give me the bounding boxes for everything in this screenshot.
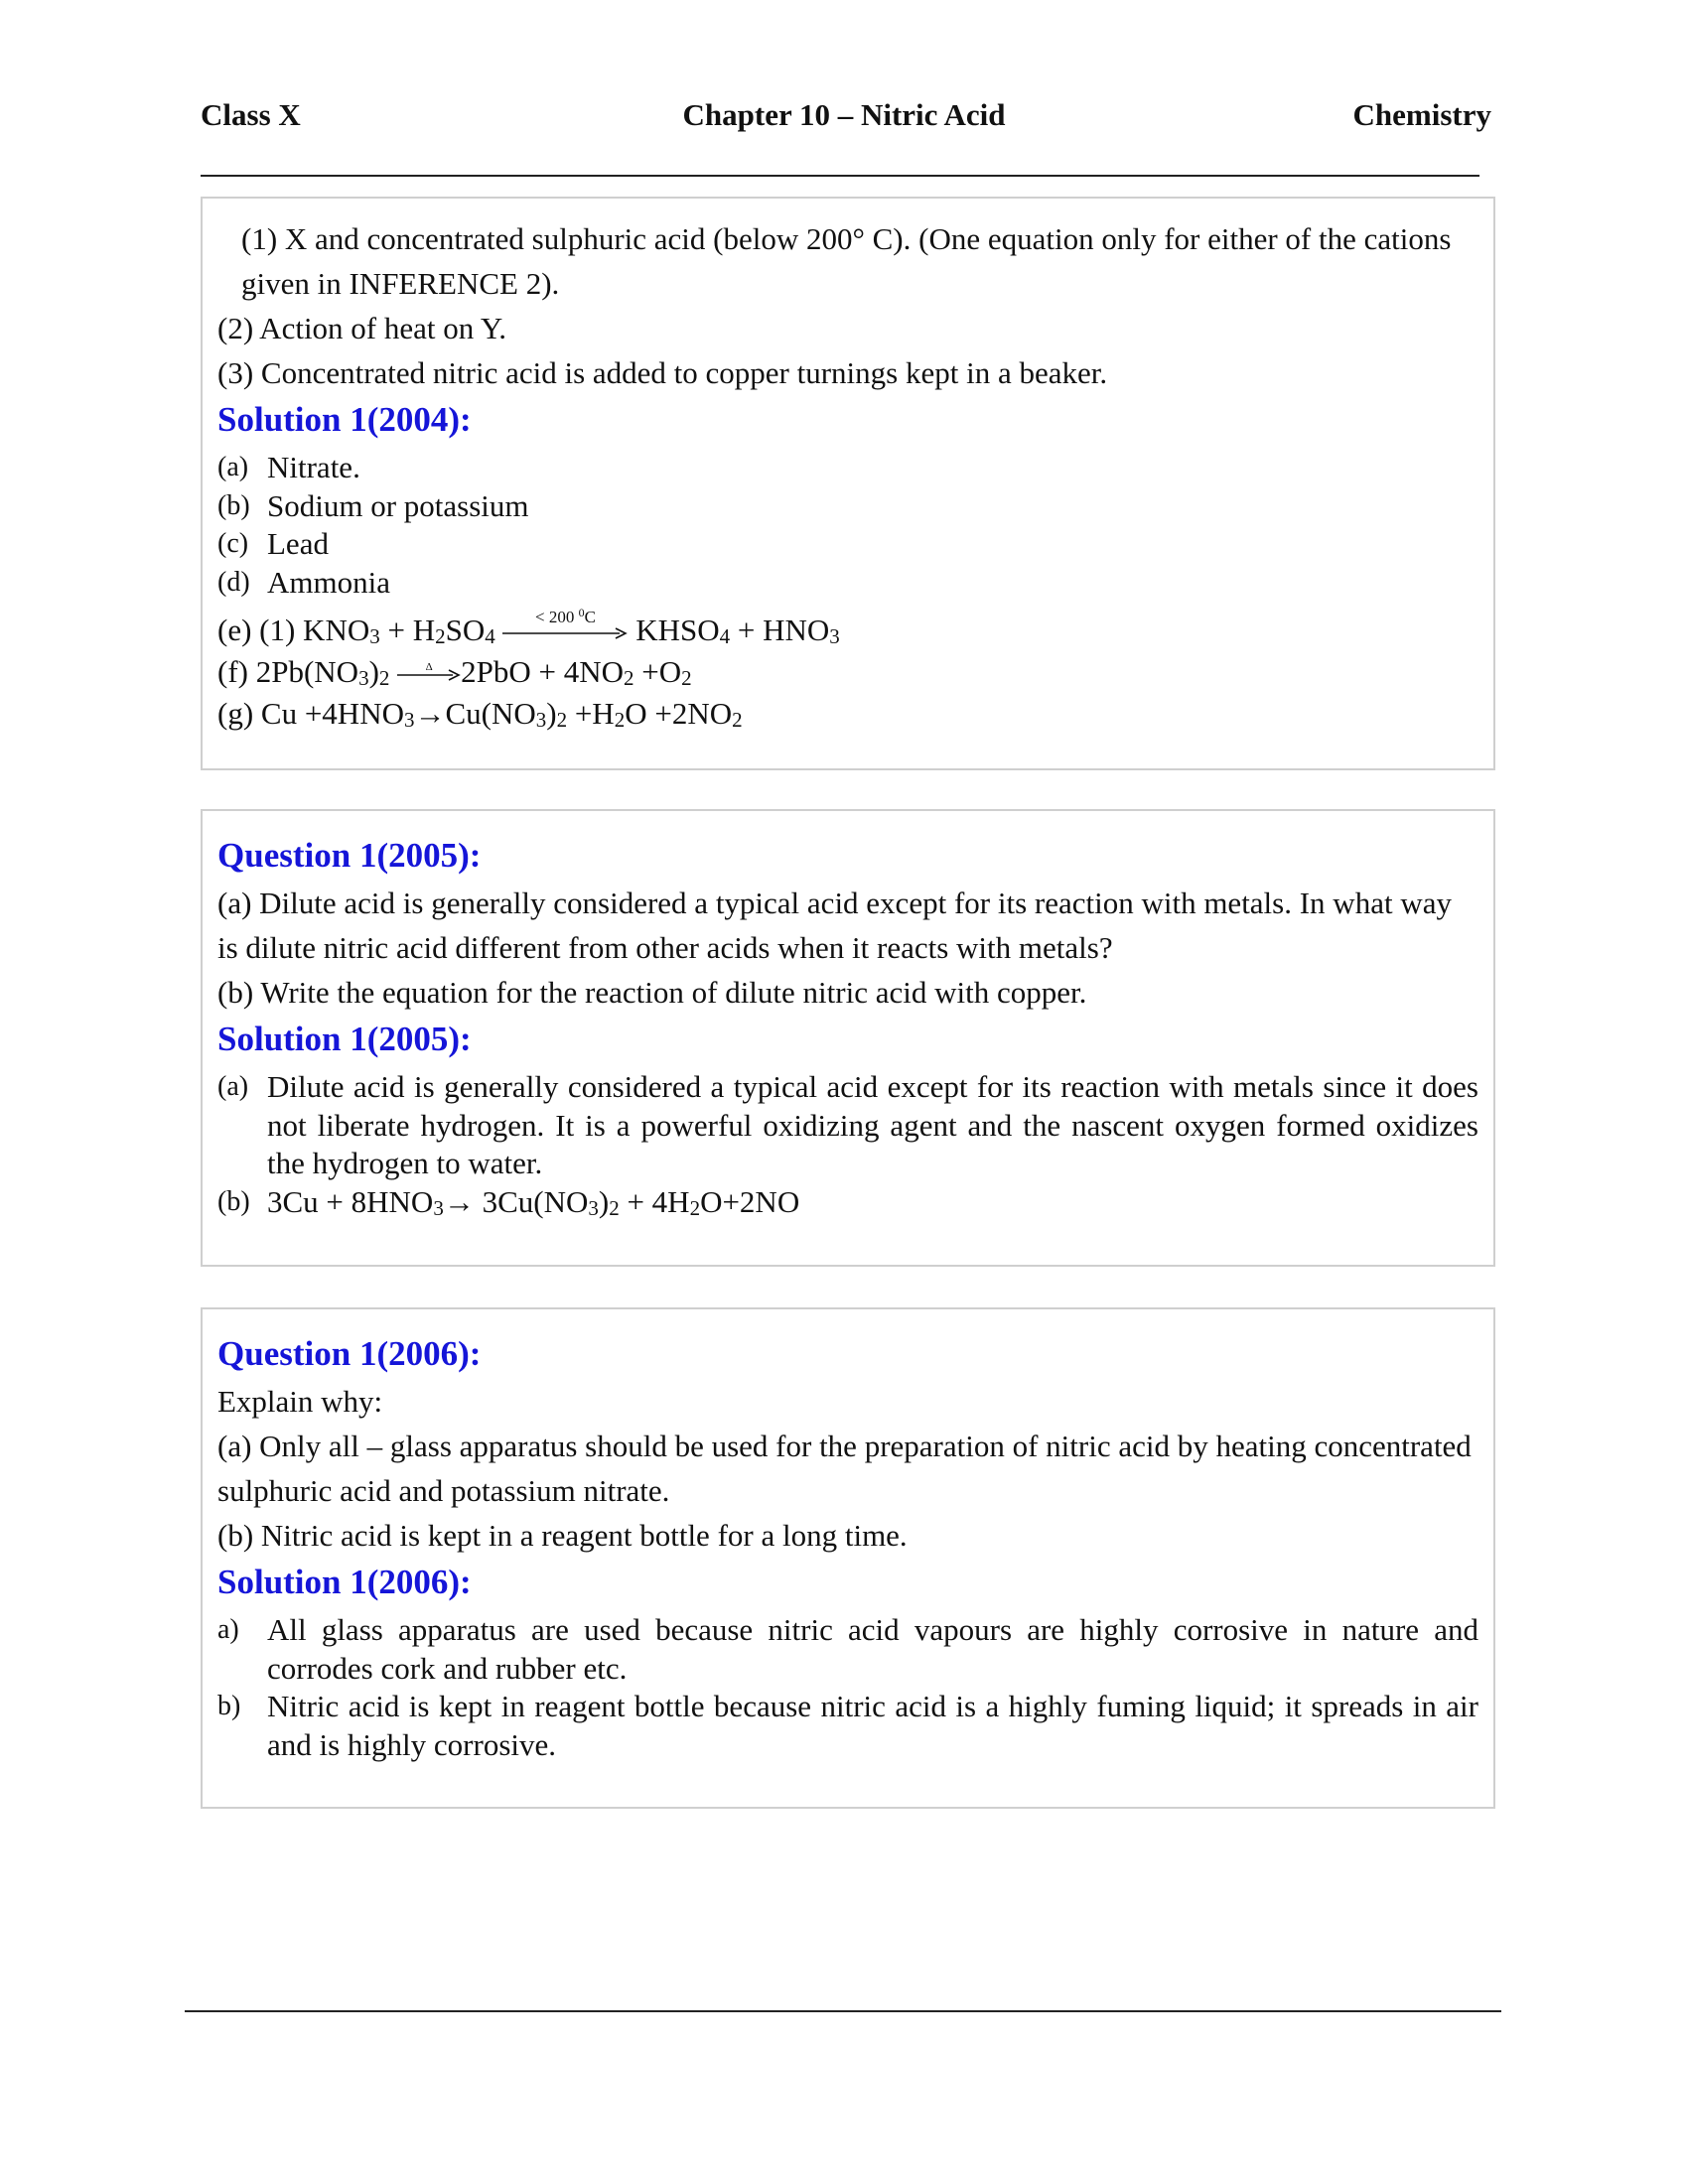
answer-marker: a) [217,1614,239,1645]
answer-item [217,525,1478,564]
question-heading: Question 1(2006): [217,1334,482,1373]
answer-marker: (b) [217,1185,250,1217]
question-line: (2) Action of heat on Y. [217,311,507,345]
reaction-arrow [502,605,628,640]
solution-heading: Solution 1(2005): [217,1020,472,1058]
equation-g: (g) $Cu +4HNO_3\to Cu(NO_3)_2 +H_2O +2NO_2$ [217,696,743,732]
answer-text: Nitric acid is kept in reagent bottle because nitric acid is a highly fuming liquid; it spreads in air and is highly corrosive. [267,1689,1478,1762]
header-class: Class X [201,97,301,132]
answer-item [217,449,1478,487]
solution-heading: Solution 1(2004): [217,400,472,439]
answer-text: Dilute acid is generally considered a typical acid except for its reaction with metals since it does not liberate hydrogen. It is a powerful oxidizing agent and the nascent oxygen formed oxidizes the hydrogen to water. [267,1069,1478,1180]
answer-item [217,1183,1478,1222]
answer-item [217,1611,1478,1688]
question-line: (a) Only all – glass apparatus should be used for the preparation of nitric acid by heating concentrated sulphuric acid and potassium nitrate. [217,1429,1472,1508]
question-2005-block [201,809,1495,1267]
question-line: Explain why: [217,1384,383,1419]
answer-marker: b) [217,1691,241,1721]
heat-arrow [397,660,461,682]
answer-text: All glass apparatus are used because nitric acid vapours are highly corrosive in nature and corrodes cork and rubber etc. [267,1612,1478,1686]
answer-text: Ammonia [267,564,390,600]
question-line: (1) X and concentrated sulphuric acid (below 200° C). (One equation only for either of the cations given in INFERENCE 2). [241,221,1452,301]
answer-item [217,1068,1478,1183]
question-line: (b) Write the equation for the reaction of dilute nitric acid with copper. [217,975,1087,1010]
answer-text: Nitrate. [267,450,360,484]
equation-e: (e) (1) $KNO_3 + H_2SO_4$ < 200 $^0$C $KHSO_4 + HNO_3$ [217,605,840,648]
answer-item [217,564,1478,603]
question-line: (b) Nitric acid is kept in a reagent bottle for a long time. [217,1518,908,1553]
question-heading: Question 1(2005): [217,836,482,875]
header-chapter-title: Chapter 10 – Nitric Acid [682,97,1006,132]
answer-item [217,1688,1478,1764]
arrow-condition: < 200 $^0$C [535,605,596,626]
question-line: (a) Dilute acid is generally considered a typical acid except for its reaction with metals. In what way is dilute nitric acid different from other acids when it reacts with metals? [217,886,1452,965]
header-divider [201,175,1479,177]
answer-text: Sodium or potassium [267,487,529,523]
answer-marker: (d) [217,566,250,598]
equation-f: (f) $2Pb(NO_3)_2$ Δ $2PbO + 4NO_2 +O_2$ [217,654,692,690]
heat-symbol: Δ [425,660,433,673]
solution-2004-block [201,197,1495,770]
answer-marker: (a) [217,452,249,482]
answer-text: Lead [267,526,329,561]
solution-heading: Solution 1(2006): [217,1563,472,1601]
answer-marker: (a) [217,1071,249,1102]
answer-marker: (b) [217,489,250,521]
question-line: (3) Concentrated nitric acid is added to copper turnings kept in a beaker. [217,355,1108,390]
footer-divider [185,2010,1501,2012]
question-2006-block [201,1307,1495,1809]
answer-item [217,487,1478,526]
answer-marker: (c) [217,528,249,559]
header-subject: Chemistry [1352,97,1491,132]
answer-equation: $3Cu + 8HNO_3\to 3Cu(NO_3)_2 + 4H_2O+2NO$ [267,1183,800,1220]
